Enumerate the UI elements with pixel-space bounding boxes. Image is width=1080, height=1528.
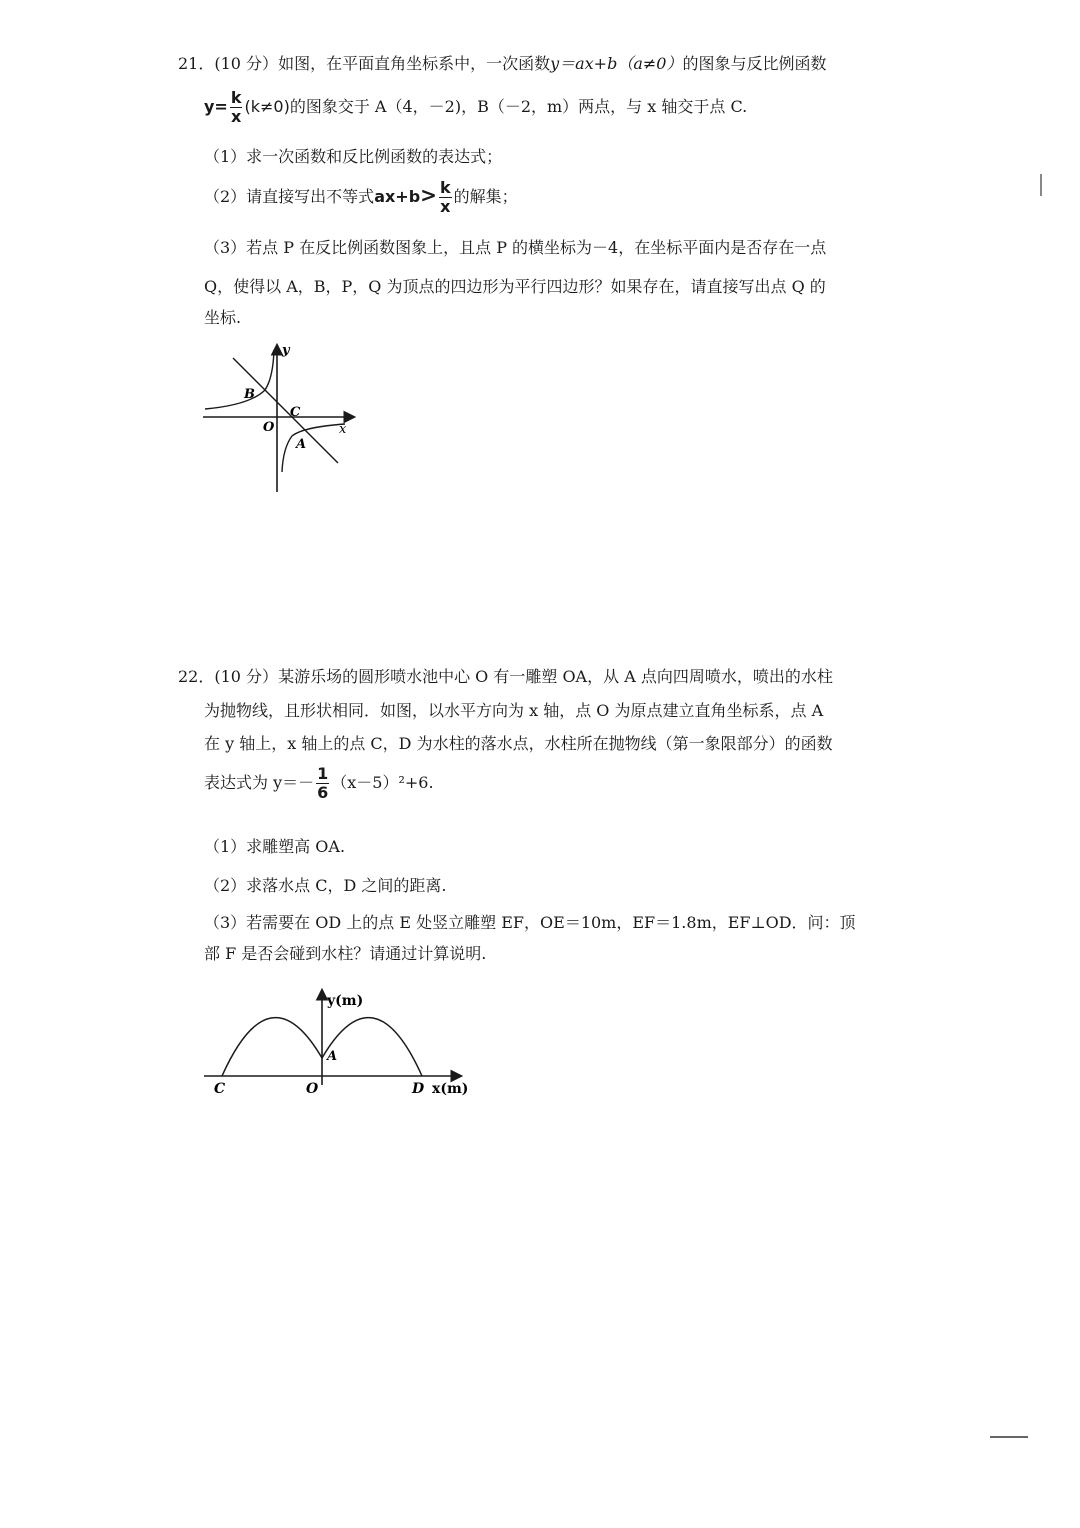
q22-part3-line2: 部 F 是否会碰到水柱？请通过计算说明. bbox=[204, 944, 487, 963]
q21-hyperbola-lower-right bbox=[282, 424, 345, 472]
q21-p2-lhs: ax+b bbox=[374, 187, 421, 206]
q21-label-x: x bbox=[339, 422, 347, 437]
q21-inv-cond: (k≠0) bbox=[244, 97, 290, 116]
q21-label-b: B bbox=[244, 387, 255, 402]
q21-inv-den: x bbox=[231, 107, 242, 126]
q21-part3-line2: Q，使得以 A，B，P，Q 为顶点的四边形为平行四边形？如果存在，请直接写出点 Q 的 bbox=[204, 277, 826, 296]
q22-line1 bbox=[178, 666, 833, 688]
q21-p2-fraction bbox=[439, 180, 452, 215]
q21-linear-expr: y＝ax+b（a≠0） bbox=[550, 54, 683, 73]
q22-part2: （2）求落水点 C，D 之间的距离. bbox=[204, 876, 447, 895]
q22-line4-a: 表达式为 y＝－ bbox=[204, 773, 315, 792]
q21-part1: （1）求一次函数和反比例函数的表达式； bbox=[204, 147, 503, 166]
q22-figure bbox=[198, 985, 488, 1100]
q21-label-c: C bbox=[290, 405, 301, 420]
q22-frac-num: 1 bbox=[317, 764, 329, 783]
q21-line1 bbox=[178, 53, 826, 75]
q21-p2-b: 的解集； bbox=[453, 187, 518, 206]
q22-line1-text: 某游乐场的圆形喷水池中心 O 有一雕塑 OA，从 A 点向四周喷水，喷出的水柱 bbox=[278, 667, 833, 686]
scan-mark-bottom bbox=[990, 1436, 1028, 1438]
q21-line2 bbox=[204, 90, 747, 125]
q21-p2-gt: > bbox=[420, 183, 437, 207]
q21-p2-a: （2）请直接写出不等式 bbox=[204, 187, 375, 206]
q21-p2-num: k bbox=[439, 178, 451, 197]
q22-line3: 在 y 轴上，x 轴上的点 C，D 为水柱的落水点，水柱所在抛物线（第一象限部分）的函数 bbox=[204, 734, 833, 753]
q22-label-x: x(m) bbox=[432, 1081, 469, 1097]
q21-figure bbox=[195, 340, 365, 500]
q21-label-y: y bbox=[282, 343, 290, 358]
q22-line4-b: （x－5）²+6. bbox=[331, 773, 434, 792]
q22-line4 bbox=[204, 766, 434, 801]
q22-fraction bbox=[316, 766, 329, 801]
scan-mark-right bbox=[1040, 174, 1042, 196]
q22-frac-den: 6 bbox=[317, 783, 329, 802]
q21-part3-line3: 坐标. bbox=[204, 308, 242, 327]
q22-label-d: D bbox=[412, 1081, 425, 1097]
q21-inv-lhs: y= bbox=[204, 97, 228, 116]
q22-line2: 为抛物线，且形状相同．如图，以水平方向为 x 轴，点 O 为原点建立直角坐标系，点 A bbox=[204, 701, 824, 720]
q22-part1: （1）求雕塑高 OA. bbox=[204, 837, 346, 856]
q22-water-right bbox=[322, 1018, 422, 1076]
q21-part2 bbox=[204, 180, 518, 215]
q22-label-a: A bbox=[327, 1049, 338, 1064]
q22-water-left bbox=[222, 1018, 322, 1076]
q22-number: 22．(10 分） bbox=[178, 667, 279, 686]
q21-label-a: A bbox=[296, 437, 307, 452]
q21-inv-fraction bbox=[230, 90, 243, 125]
q22-label-y: y(m) bbox=[327, 993, 364, 1009]
q22-label-c: C bbox=[214, 1081, 226, 1097]
q21-inv-num: k bbox=[230, 88, 242, 107]
q21-part3-line1: （3）若点 P 在反比例函数图象上，且点 P 的横坐标为－4，在坐标平面内是否存在一点 bbox=[204, 238, 827, 257]
q21-p2-den: x bbox=[440, 197, 451, 216]
q21-stem-a: 如图，在平面直角坐标系中，一次函数 bbox=[278, 54, 551, 73]
q21-stem-b: 的图象与反比例函数 bbox=[682, 54, 827, 73]
q21-label-o: O bbox=[263, 420, 275, 435]
q21-hyperbola-upper-left bbox=[205, 350, 274, 409]
q22-label-o: O bbox=[306, 1081, 319, 1097]
q22-part3-line1: （3）若需要在 OD 上的点 E 处竖立雕塑 EF，OE＝10m，EF＝1.8m，EF⊥OD．问：顶 bbox=[204, 913, 856, 932]
q21-stem-c: 的图象交于 A（4，－2)，B（－2，m）两点，与 x 轴交于点 C. bbox=[289, 97, 748, 116]
q21-number: 21．(10 分） bbox=[178, 54, 279, 73]
